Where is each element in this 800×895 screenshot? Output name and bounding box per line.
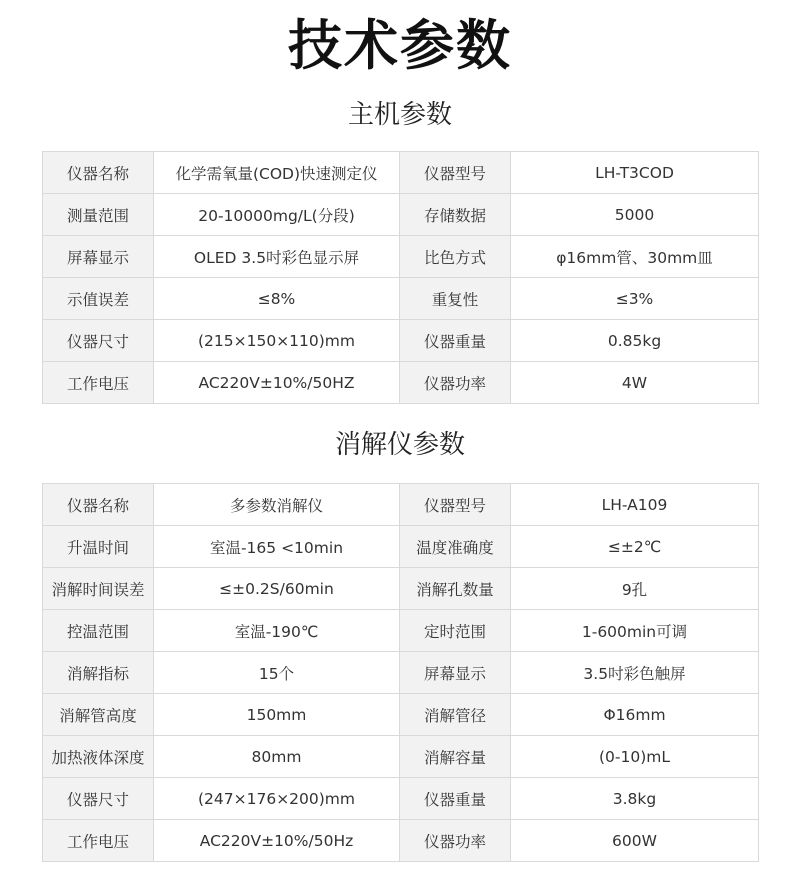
spec-value: (0-10)mL [511,736,759,778]
spec-value: ≤3% [511,278,759,320]
table-row [43,736,759,778]
spec-value: 室温-165 <10min [154,526,400,568]
spec-value: 4W [511,362,759,404]
spec-label: 仪器重量 [400,778,511,820]
table-row [43,652,759,694]
spec-value: 5000 [511,194,759,236]
table-row [43,778,759,820]
spec-value: 15个 [154,652,400,694]
spec-label: 重复性 [400,278,511,320]
table-row [43,194,759,236]
spec-value: φ16mm管、30mm皿 [511,236,759,278]
spec-label: 温度准确度 [400,526,511,568]
spec-value: 化学需氧量(COD)快速测定仪 [154,152,400,194]
spec-value: 600W [511,820,759,862]
spec-label: 升温时间 [43,526,154,568]
table-row [43,694,759,736]
spec-value: (247×176×200)mm [154,778,400,820]
spec-value: 1-600min可调 [511,610,759,652]
spec-label: 消解管高度 [43,694,154,736]
spec-value: 20-10000mg/L(分段) [154,194,400,236]
spec-value: 150mm [154,694,400,736]
table-row [43,568,759,610]
spec-label: 仪器尺寸 [43,778,154,820]
spec-label: 消解容量 [400,736,511,778]
spec-value: AC220V±10%/50HZ [154,362,400,404]
spec-label: 示值误差 [43,278,154,320]
spec-label: 消解时间误差 [43,568,154,610]
digester-section-title: 消解仪参数 [334,430,465,460]
table-row [43,484,759,526]
spec-label: 定时范围 [400,610,511,652]
spec-label: 仪器名称 [43,152,154,194]
table-row [43,362,759,404]
spec-label: 控温范围 [43,610,154,652]
digester-spec-table [42,483,759,862]
spec-label: 仪器名称 [43,484,154,526]
spec-label: 比色方式 [400,236,511,278]
table-row [43,820,759,862]
spec-value: 多参数消解仪 [154,484,400,526]
page-title: 技术参数 [288,14,512,77]
spec-value: 80mm [154,736,400,778]
spec-value: Φ16mm [511,694,759,736]
table-row [43,236,759,278]
spec-label: 仪器重量 [400,320,511,362]
spec-value: ≤8% [154,278,400,320]
spec-label: 消解孔数量 [400,568,511,610]
host-section-title: 主机参数 [347,100,452,130]
table-row [43,526,759,568]
spec-value: OLED 3.5吋彩色显示屏 [154,236,400,278]
spec-label: 工作电压 [43,820,154,862]
spec-value: 3.5吋彩色触屏 [511,652,759,694]
spec-label: 仪器型号 [400,152,511,194]
spec-label: 测量范围 [43,194,154,236]
spec-value: ≤±2℃ [511,526,759,568]
spec-label: 仪器型号 [400,484,511,526]
host-spec-table [42,151,759,404]
spec-value: ≤±0.2S/60min [154,568,400,610]
spec-value: AC220V±10%/50Hz [154,820,400,862]
spec-label: 屏幕显示 [43,236,154,278]
spec-value: LH-T3COD [511,152,759,194]
spec-label: 仪器尺寸 [43,320,154,362]
spec-value: LH-A109 [511,484,759,526]
spec-label: 仪器功率 [400,820,511,862]
spec-value: 0.85kg [511,320,759,362]
spec-label: 加热液体深度 [43,736,154,778]
table-row [43,320,759,362]
spec-label: 仪器功率 [400,362,511,404]
spec-value: (215×150×110)mm [154,320,400,362]
spec-label: 存储数据 [400,194,511,236]
table-row [43,152,759,194]
spec-label: 消解管径 [400,694,511,736]
spec-label: 消解指标 [43,652,154,694]
spec-label: 工作电压 [43,362,154,404]
spec-label: 屏幕显示 [400,652,511,694]
table-row [43,278,759,320]
spec-value: 3.8kg [511,778,759,820]
table-row [43,610,759,652]
spec-value: 9孔 [511,568,759,610]
spec-value: 室温-190℃ [154,610,400,652]
